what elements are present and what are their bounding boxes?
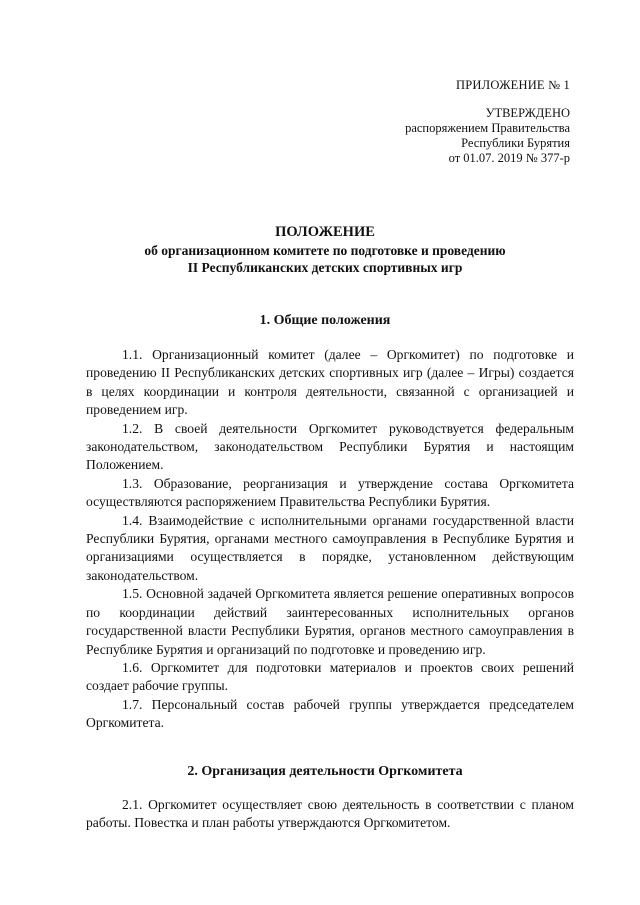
paragraph: 1.2. В своей деятельности Оргкомитет руководствуется федеральным законодательством, законодательством Республики Бурятия и настоящим Положением.: [86, 420, 574, 473]
approved-line: Республики Бурятия: [461, 136, 570, 150]
section-body: [86, 346, 574, 733]
section-heading: 2. Организация деятельности Оргкомитета: [187, 764, 463, 779]
paragraph: 1.6. Оргкомитет для подготовки материалов и проектов своих решений создает рабочие группы.: [86, 659, 574, 694]
approval-stamp-block: [405, 106, 570, 166]
approved-line: УТВЕРЖДЕНО: [485, 106, 570, 120]
paragraph: 1.3. Образование, реорганизация и утверждение состава Оргкомитета осуществляются распоряжением Правительства Республики Бурятия.: [86, 475, 574, 510]
paragraph: 2.1. Оргкомитет осуществляет свою деятельность в соответствии с планом работы. Повестка и план работы утверждаются Оргкомитетом.: [86, 797, 574, 831]
paragraph: 1.4. Взаимодействие с исполнительными органами государственной власти Республики Бурятия, органами местного самоуправления в Республике Бурятия и организациями осуществляется в порядке, установленном действующим законодательством.: [86, 512, 574, 583]
approved-line: распоряжением Правительства: [405, 121, 570, 135]
section-heading: 1. Общие положения: [259, 313, 391, 328]
appendix-label: ПРИЛОЖЕНИЕ № 1: [456, 78, 570, 92]
title-main: ПОЛОЖЕНИЕ: [275, 224, 375, 240]
document-title: [60, 224, 590, 276]
title-subline: об организационном комитете по подготовке и проведению: [144, 243, 506, 258]
paragraph: 1.5. Основной задачей Оргкомитета является решение оперативных вопросов по координации действий заинтересованных исполнительных органов государственной власти Республики Бурятия, органов местного самоуправления в Республике Бурятия и организаций по подготовке и проведению игр.: [86, 586, 574, 657]
paragraph: 1.1. Организационный комитет (далее – Оргкомитет) по подготовке и проведению II Республиканских детских спортивных игр (далее – Игры) создается в целях координации и контроля деятельности, связанной с организацией и проведением игр.: [86, 347, 574, 418]
paragraph: 1.7. Персональный состав рабочей группы утверждается председателем Оргкомитета.: [86, 696, 574, 731]
section-body: [86, 796, 574, 833]
approved-line: от 01.07. 2019 № 377-р: [448, 151, 570, 165]
title-subline: II Республиканских детских спортивных игр: [187, 260, 463, 275]
